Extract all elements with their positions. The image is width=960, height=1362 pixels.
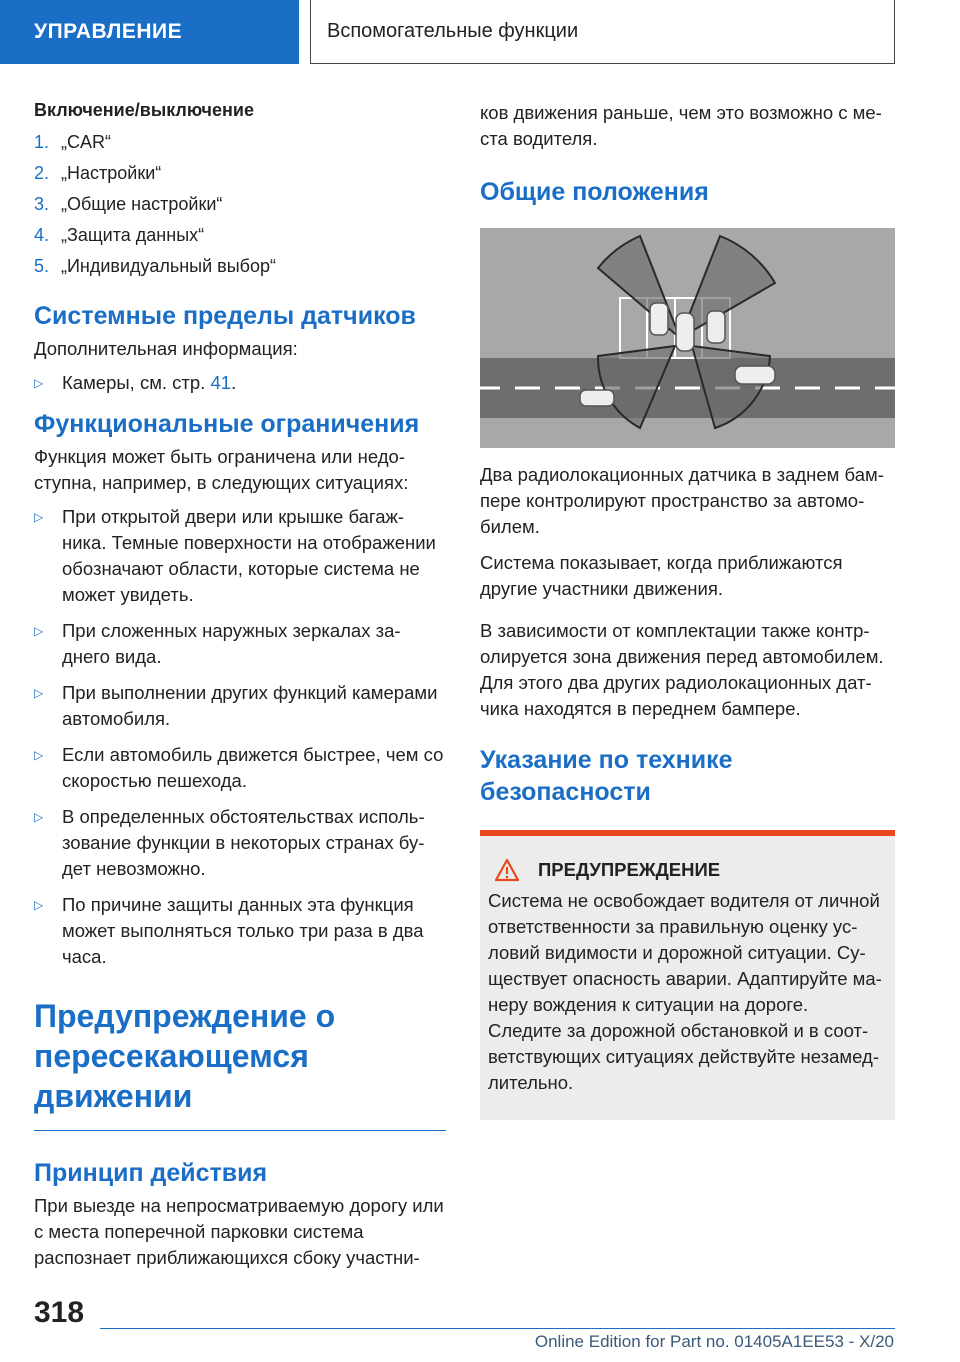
triangle-bullet-icon: ▷ [34,686,44,700]
right-column [480,100,895,1120]
general-p3: В зависимости от комплектации также контр-олируется зона движения перед автомобилем. Для этого два других радиолокационных дат-чика находятся в переднем бампере. [480,620,884,719]
page-number: 318 [34,1296,85,1329]
list-item: ▷ В определенных обстоятельствах исполь-зование функции в некоторых странах бу-дет невозможно. [34,804,446,882]
warning-triangle-icon [494,858,520,882]
sensor-limits-list [34,370,446,396]
principle-heading: Принцип действия [34,1159,268,1187]
list-item: 2. „Настройки“ [34,163,162,183]
general-p1: Два радиолокационных датчика в заднем бам-пере контролируют пространство за автомо-билем. [480,464,884,537]
list-item: 4. „Защита данных“ [34,225,205,245]
list-item: ▷ При сложенных наружных зеркалах за-днего вида. [34,618,446,670]
safety-heading: Указание по технике безопасности [480,746,733,806]
triangle-bullet-icon: ▷ [34,624,44,638]
list-item: ▷ При выполнении других функций камерами автомобиля. [34,680,446,732]
heading-divider [34,1130,446,1131]
list-item: 3. „Общие настройки“ [34,194,223,214]
section-tab: УПРАВЛЕНИЕ [0,0,299,64]
list-item: ▷ Если автомобиль движется быстрее, чем со скоростью пешехода. [34,742,446,794]
chapter-title: Вспомогательные функции [310,0,895,64]
list-item: ▷ При открытой двери или крышке багаж-ника. Темные поверхности на отображении обозначают области, которые система не может увидеть. [34,504,446,608]
principle-text: При выезде на непросматриваемую дорогу или с места поперечной парковки система распознает приближающихся сбоку участни- [34,1195,444,1268]
triangle-bullet-icon: ▷ [34,898,44,912]
list-item: ▷ Камеры, см. стр. 41. [34,370,446,396]
list-item: ▷ По причине защиты данных эта функция может выполняться только три раза в два часа. [34,892,446,970]
page-link[interactable]: 41 [210,372,232,393]
general-heading: Общие положения [480,178,709,206]
list-item: 1. „CAR“ [34,132,111,152]
main-heading: Предупреждение о пересекающемся движении [34,998,336,1114]
cross-traffic-illustration [480,228,895,448]
steps-list [34,127,446,282]
left-column [34,100,446,1271]
warning-text: Система не освобождает водителя от личной ответственности за правильную оценку ус-ловий видимости и дорожной ситуации. Су-ществует опасность аварии. Адаптируйте ма-неру вождения к ситуации на дороге. Следите за дорожной обстановкой и в соот-ветствующих ситуациях действуйте незамед-лительно. [488,890,882,1093]
sensor-limits-heading: Системные пределы датчиков [34,302,416,330]
list-item: 5. „Индивидуальный выбор“ [34,256,276,276]
sensor-limits-intro: Дополнительная информация: [34,338,298,359]
footer-divider [100,1328,895,1329]
warning-title [494,858,885,882]
warning-label: ПРЕДУПРЕЖДЕНИЕ [538,859,721,880]
warning-box [480,830,895,1120]
func-limits-heading: Функциональные ограничения [34,410,420,438]
onoff-title: Включение/выключение [34,100,254,120]
footer-edition: Online Edition for Part no. 01405A1EE53 - X/20 [534,1332,894,1351]
triangle-bullet-icon: ▷ [34,748,44,762]
func-limits-list [34,504,446,970]
triangle-bullet-icon: ▷ [34,810,44,824]
continued-text: ков движения раньше, чем это возможно с ме-ста водителя. [480,102,882,149]
general-p2: Система показывает, когда приближаются другие участники движения. [480,552,843,599]
triangle-bullet-icon: ▷ [34,376,44,390]
func-limits-intro: Функция может быть ограничена или недо-ступна, например, в следующих ситуациях: [34,446,409,493]
parking-scene-image [480,228,895,448]
triangle-bullet-icon: ▷ [34,510,44,524]
